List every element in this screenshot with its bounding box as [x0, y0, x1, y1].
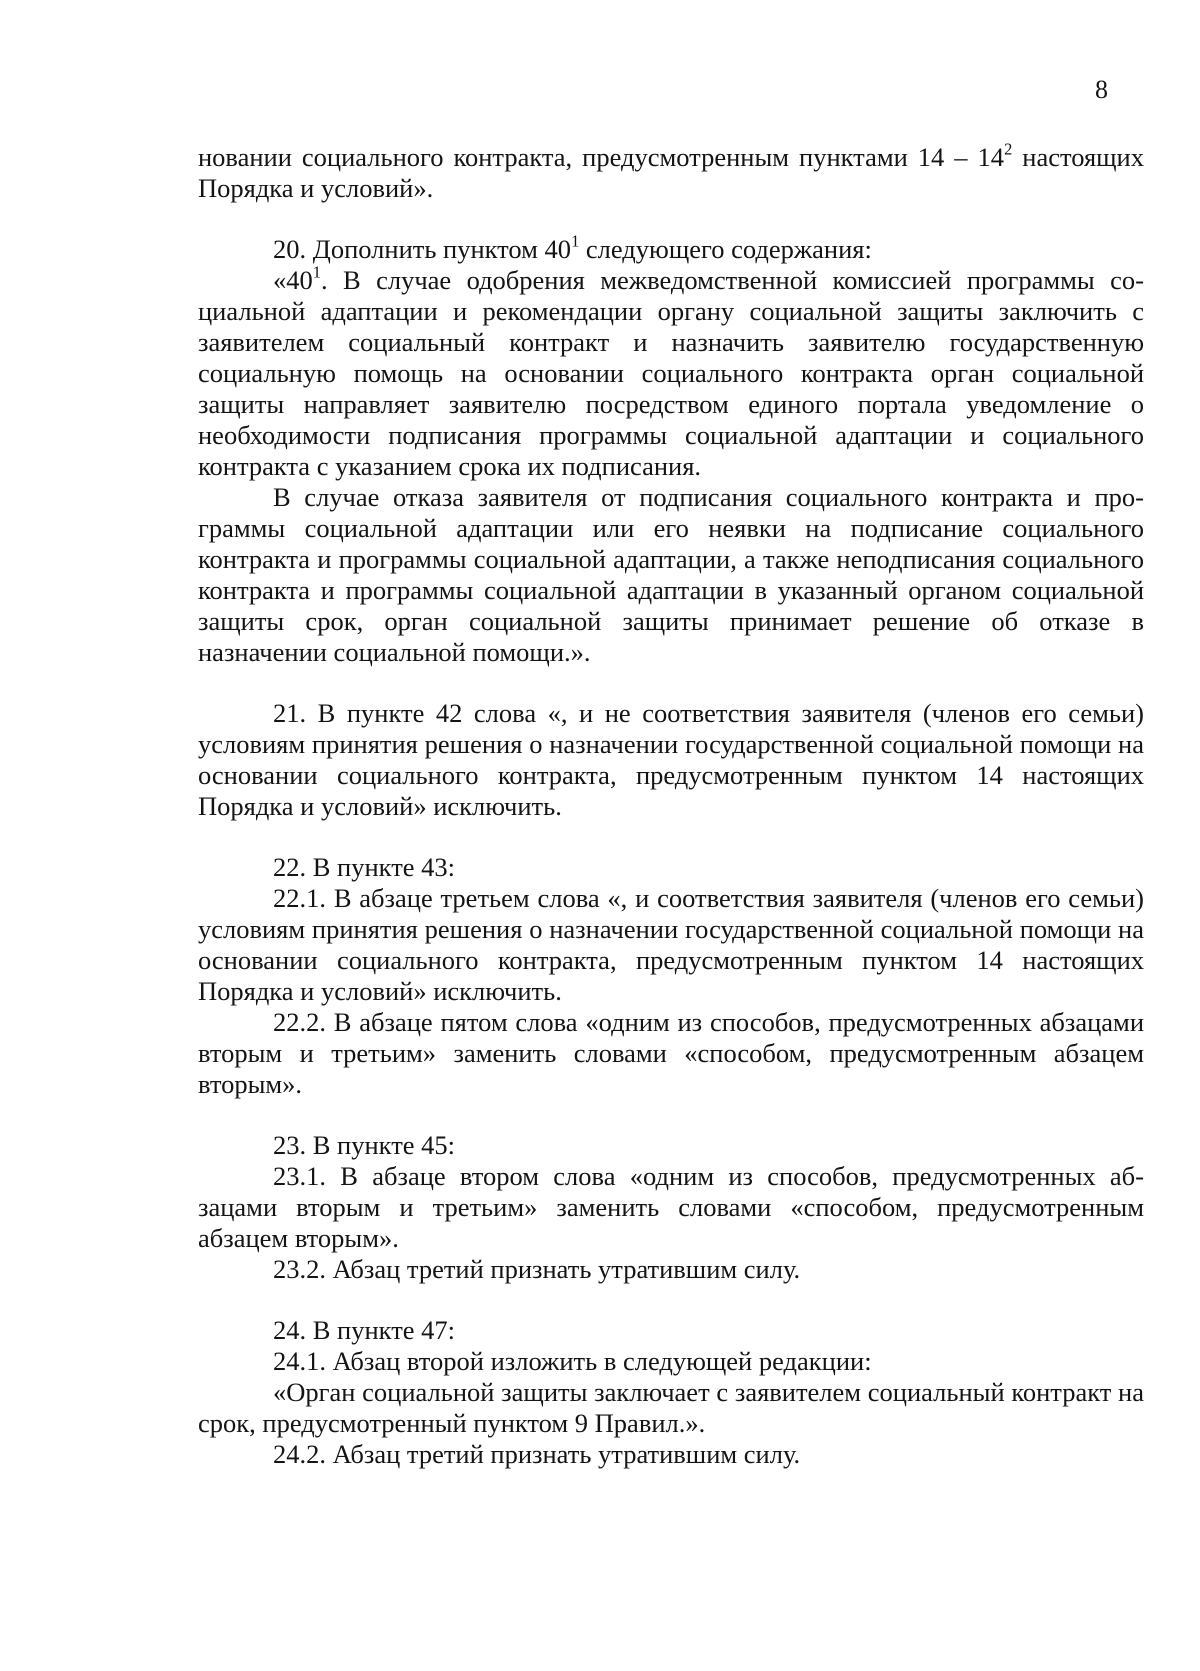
paragraph-item-24-2: 24.2. Абзац третий признать утратившим силу. [273, 1439, 801, 1469]
paragraph-item-21: 21. В пункте 42 слова «, и не соответствия заявителя (членов его семьи) условиям принятия решения о назначении государственной социальной помощи на основании социального контракта, предусмотренным пунктом 14 настоящих Порядка и условий» исключить. [198, 698, 1144, 821]
paragraph-item-22-1: 22.1. В абзаце третьем слова «, и соответствия заявителя (членов его семьи) условиям принятия решения о назначении государственной социальной помощи на основании социального контракта, предусмотренным пунктом 14 настоящих Порядка и условий» исключить. [198, 883, 1144, 1006]
paragraph-item-23-2: 23.2. Абзац третий признать утратившим силу. [273, 1254, 801, 1284]
paragraph-item-23: 23. В пункте 45: [273, 1130, 456, 1160]
page-number: 8 [1095, 75, 1108, 104]
text-block [198, 139, 1144, 1470]
paragraph-item-40-1: «$40^1$. В случае одобрения межведомственной комиссией программы социальной адаптации и рекомендации органу социальной защиты заключить с заявителем социальный контракт и назначить заявителю государственную социальную помощь на основании социального контракта орган социальной защиты направляет заявителю посредством единого портала уведомление о необходимости подписания программы социальной адаптации и социального контракта с указанием срока их подписания. [198, 262, 1144, 481]
paragraph-item-24: 24. В пункте 47: [273, 1315, 456, 1345]
paragraph-item-23-1: 23.1. В абзаце втором слова «одним из способов, предусмотренных абзацами вторым и третьим» заменить словами «способом, предусмотренным абзацем вторым». [198, 1161, 1144, 1253]
paragraph-continuation: новании социального контракта, предусмотренным пунктами $14 - 14^2$ настоящих Порядка и условий». [198, 139, 1144, 203]
paragraph-item-22-2: 22.2. В абзаце пятом слова «одним из способов, предусмотренных абзацами вторым и третьим» заменить словами «способом, предусмотренным абзацем вторым». [198, 1007, 1144, 1099]
paragraph-quote-organ: «Орган социальной защиты заключает с заявителем социальный контракт на срок, предусмотренный пунктом 9 Правил.». [198, 1377, 1144, 1438]
paragraph-item-20: 20. Дополнить пунктом $40^1$ следующего содержания: [273, 231, 872, 264]
paragraph-item-24-1: 24.1. Абзац второй изложить в следующей редакции: [273, 1346, 872, 1376]
paragraph-refusal: В случае отказа заявителя от подписания социального контракта и программы социальной адаптации или его неявки на подписание социального контракта и программы социальной адаптации, а также неподписания социального контракта и программы социальной адаптации в указанный органом социальной защиты срок, орган социальной защиты принимает решение об отказе в назначении социальной помощи.». [198, 482, 1144, 667]
paragraph-item-22: 22. В пункте 43: [273, 852, 456, 882]
